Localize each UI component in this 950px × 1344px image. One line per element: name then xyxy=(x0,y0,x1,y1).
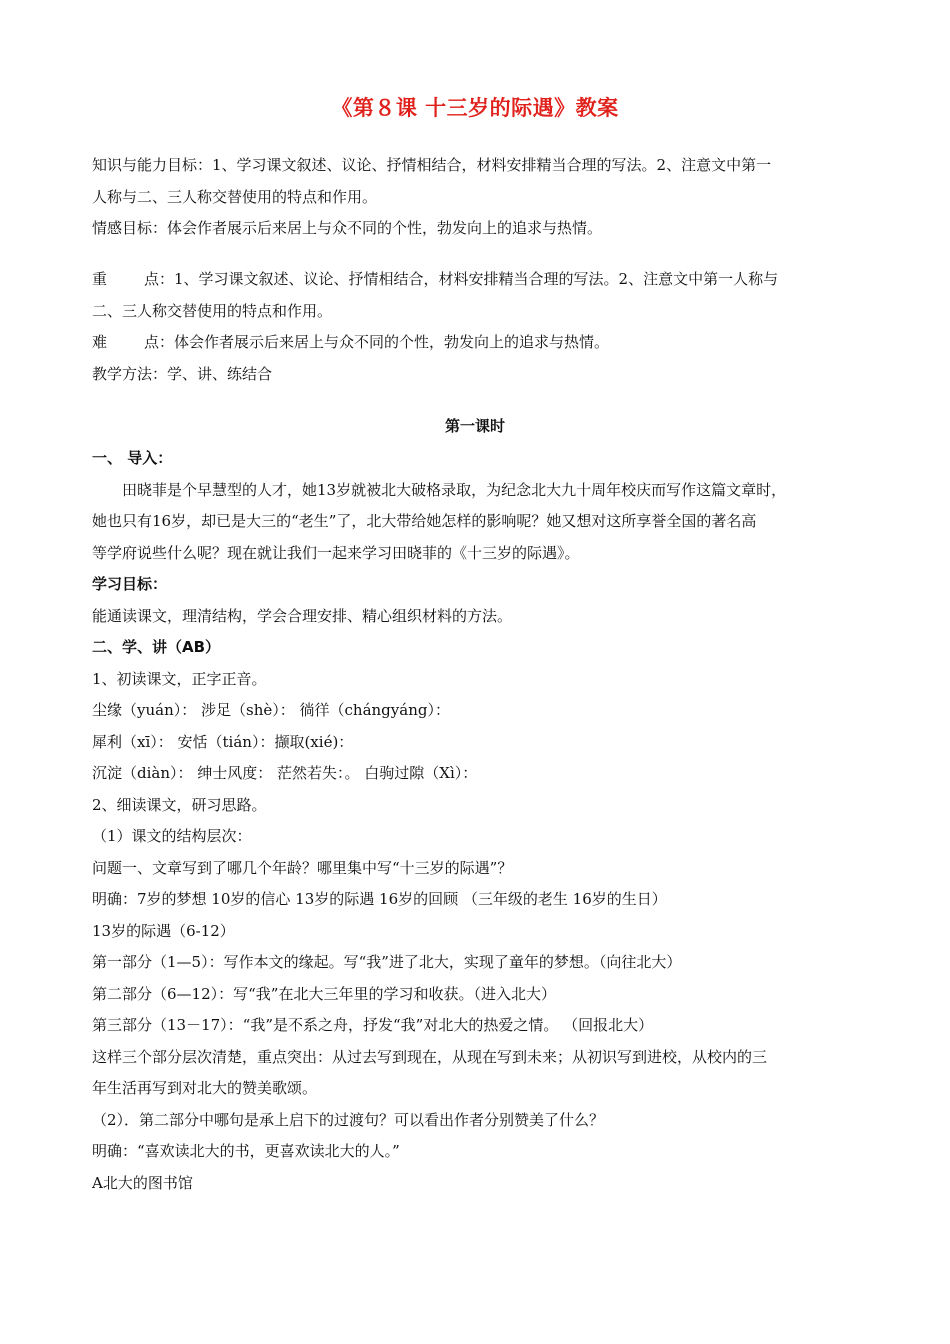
body-line: 1、初读课文，正字正音。 xyxy=(92,669,267,688)
body-line: 问题一、文章写到了哪几个年龄？哪里集中写“十三岁的际遇”？ xyxy=(92,858,513,877)
body-line: 第二部分（6—12）：写“我”在北大三年里的学习和收获。（进入北大） xyxy=(92,984,556,1003)
body-line: 明确：“喜欢读北大的书，更喜欢读北大的人。” xyxy=(92,1142,400,1160)
key-point-line-1 xyxy=(92,264,862,296)
key-label-zhong: 重 xyxy=(92,270,108,288)
key-point-text-1: 1、学习课文叙述、议论、抒情相结合，材料安排精当合理的写法。2、注意文中第一人称与 xyxy=(174,270,779,288)
body-line: （1）课文的结构层次： xyxy=(92,827,252,845)
teaching-method-line: 教学方法：学、讲、练结合 xyxy=(92,364,273,383)
key-label-dian: 点： xyxy=(144,270,175,288)
body-line: 这样三个部分层次清楚，重点突出：从过去写到现在，从现在写到未来；从初识写到进校，从校内的三 xyxy=(92,1047,768,1066)
body-line: A北大的图书馆 xyxy=(92,1173,193,1192)
intro-line-3: 等学府说些什么呢？现在就让我们一起来学习田晓菲的《十三岁的际遇》。 xyxy=(92,543,580,562)
key-point-line-2: 二、三人称交替使用的特点和作用。 xyxy=(92,301,333,320)
objective-line-1: 知识与能力目标：1、学习课文叙述、议论、抒情相结合，材料安排精当合理的写法。2、注意文中第一 xyxy=(92,156,772,174)
goal-heading: 学习目标： xyxy=(92,575,168,593)
body-line: 犀利（xī）： 安恬（tián）：撷取(xié)： xyxy=(92,732,354,751)
objective-line-2: 人称与二、三人称交替使用的特点和作用。 xyxy=(92,187,378,206)
objective-line-3: 情感目标：体会作者展示后来居上与众不同的个性，勃发向上的追求与热情。 xyxy=(92,219,603,237)
goal-text: 能通读课文，理清结构，学会合理安排、精心组织材料的方法。 xyxy=(92,606,513,625)
body-line: 明确：7岁的梦想 10岁的信心 13岁的际遇 16岁的回顾 （三年级的老生 16岁的生日） xyxy=(92,890,667,908)
body-line: 年生活再写到对北大的赞美歌颂。 xyxy=(92,1079,318,1097)
body-line: 沉淀（diàn）： 绅士风度： 茫然若失：。 白驹过隙（Xì）： xyxy=(92,764,478,782)
main-body xyxy=(92,443,862,1199)
part2-heading: 二、学、讲（AB） xyxy=(92,638,221,656)
document-title: 《第８课 十三岁的际遇》教案 xyxy=(331,96,619,120)
key-points-block xyxy=(92,264,862,390)
body-line: （2）．第二部分中哪句是承上启下的过渡句？可以看出作者分别赞美了什么？ xyxy=(92,1110,605,1129)
difficult-point-text: 体会作者展示后来居上与众不同的个性，勃发向上的追求与热情。 xyxy=(174,333,610,351)
body-line: 第一部分（1—5）：写作本文的缘起。写“我”进了北大，实现了童年的梦想。（向往北大） xyxy=(92,953,682,971)
objectives-block xyxy=(92,150,862,245)
difficult-label-dian: 点： xyxy=(144,333,175,351)
intro-line-2: 她也只有16岁，却已是大三的“老生”了，北大带给她怎样的影响呢？她又想对这所享誉全国的著名高 xyxy=(92,512,757,530)
intro-line-1: 田晓菲是个早慧型的人才，她13岁就被北大破格录取，为纪念北大九十周年校庆而写作这篇文章时， xyxy=(122,480,787,499)
intro-heading: 一、 导入： xyxy=(92,449,173,467)
body-line: 尘缘（yuán）： 涉足（shè）： 徜徉（chángyáng）： xyxy=(92,701,450,719)
difficult-point-line xyxy=(92,327,862,359)
section-title: 第一课时 xyxy=(444,417,505,435)
body-line: 2、细读课文，研习思路。 xyxy=(92,795,267,814)
body-line: 第三部分（13－17）：“我”是不系之舟，抒发“我”对北大的热爱之情。 （回报北大） xyxy=(92,1016,654,1034)
body-line: 13岁的际遇（6-12） xyxy=(92,921,235,940)
difficult-label-nan: 难 xyxy=(92,333,108,351)
